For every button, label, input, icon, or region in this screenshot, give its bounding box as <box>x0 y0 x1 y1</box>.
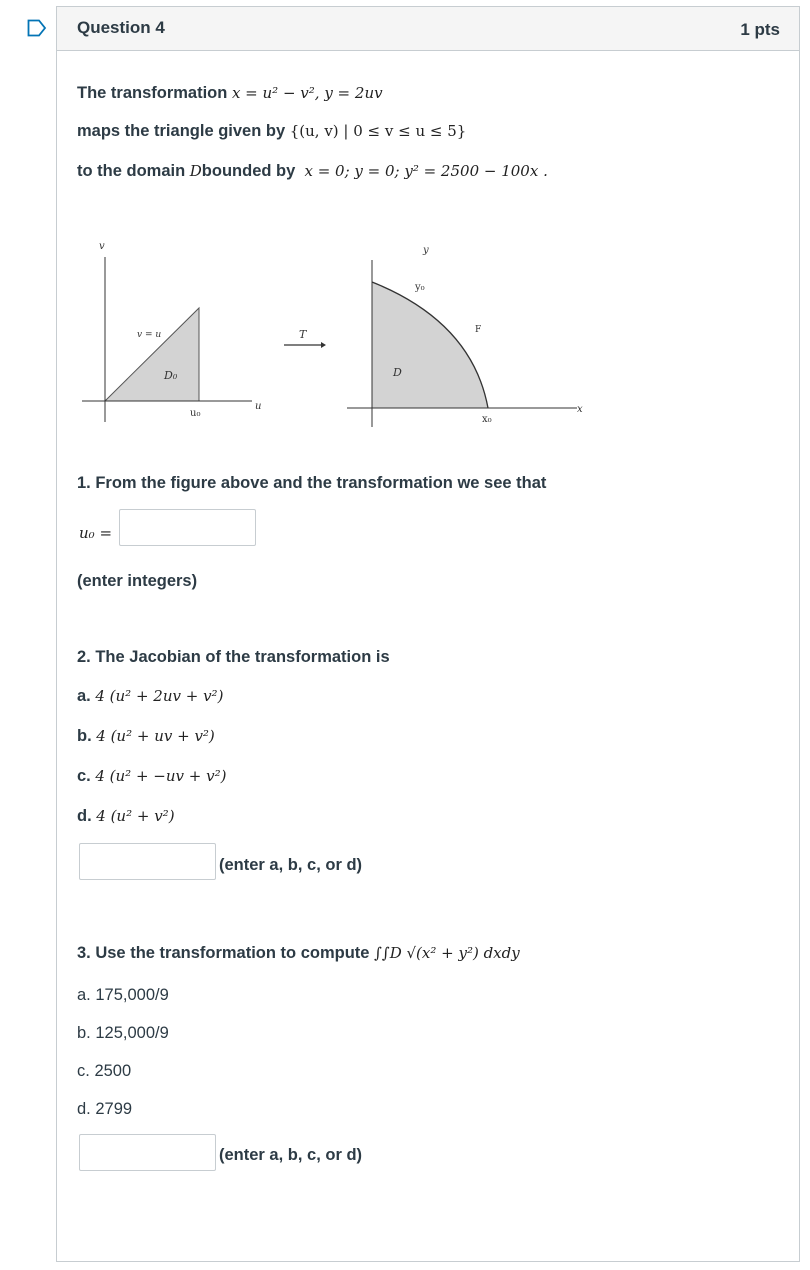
part3-integral: ∫∫D √(x² + y²) dxdy <box>374 944 520 962</box>
part2-hint: (enter a, b, c, or d) <box>219 856 363 874</box>
part3-prompt-line <box>77 944 520 963</box>
part3-prompt: 3. Use the transformation to compute <box>77 944 370 962</box>
intro-math-2: {(u, v) | 0 ≤ v ≤ u ≤ 5} <box>289 122 467 140</box>
transformation-figure <box>77 232 583 432</box>
option-math: 4 (u² + 2uv + v²) <box>95 687 224 705</box>
option-letter: c. <box>77 1062 90 1080</box>
transform-arrowhead <box>321 342 326 348</box>
intro-text-3b: bounded by <box>201 162 296 180</box>
region-D-label: D <box>393 366 402 379</box>
intro-domain-D: D <box>189 162 202 180</box>
option-letter: d. <box>77 807 92 825</box>
question-points: 1 pts <box>740 20 780 39</box>
jacobian-option-a <box>77 687 223 706</box>
intro-text-2: maps the triangle given by <box>77 122 286 140</box>
option-letter: b. <box>77 727 92 745</box>
right-y-axis-label: y <box>423 245 429 256</box>
option-letter: b. <box>77 1024 91 1042</box>
option-value: 2799 <box>95 1100 133 1118</box>
question-card <box>56 6 800 1262</box>
integral-answer-input[interactable] <box>79 1134 216 1171</box>
option-math: 4 (u² + uv + v²) <box>96 727 215 745</box>
integral-option-d <box>77 1100 132 1119</box>
x0-label: x₀ <box>482 414 492 425</box>
right-x-axis-label: x <box>577 404 583 415</box>
intro-text-3: to the domain <box>77 162 186 180</box>
option-letter: a. <box>77 986 91 1004</box>
part3-hint: (enter a, b, c, or d) <box>219 1146 363 1164</box>
part1-prompt: 1. From the figure above and the transformation we see that <box>77 474 547 492</box>
u0-answer-input[interactable] <box>119 509 256 546</box>
option-letter: c. <box>77 767 91 785</box>
triangle-region <box>105 308 199 401</box>
question-header <box>57 7 799 51</box>
line-v-equals-u-label: v = u <box>137 330 162 340</box>
question-title: Question 4 <box>77 18 165 37</box>
left-u-axis-label: u <box>255 401 262 412</box>
intro-math-1: x = u² − v², y = 2uv <box>231 84 383 102</box>
integral-option-b <box>77 1024 169 1043</box>
option-value: 175,000/9 <box>95 986 169 1004</box>
left-v-axis-label: v <box>99 241 105 252</box>
u0-label: u₀ <box>190 408 201 419</box>
option-value: 125,000/9 <box>95 1024 169 1042</box>
intro-line-2 <box>77 122 466 141</box>
region-D0-label: D₀ <box>164 369 178 382</box>
arrow-T-label: T <box>299 328 307 341</box>
domain-D-region <box>372 282 488 408</box>
option-letter: a. <box>77 687 91 705</box>
option-math: 4 (u² + −uv + v²) <box>95 767 227 785</box>
jacobian-answer-input[interactable] <box>79 843 216 880</box>
bookmark-flag-icon[interactable] <box>27 19 47 37</box>
intro-line-1 <box>77 84 383 103</box>
jacobian-option-b <box>77 727 215 746</box>
jacobian-option-d <box>77 807 175 826</box>
intro-math-3: x = 0; y = 0; y² = 2500 − 100x . <box>304 162 548 180</box>
intro-line-3 <box>77 162 548 181</box>
jacobian-option-c <box>77 767 226 786</box>
y0-label: y₀ <box>415 282 425 293</box>
curve-F-label: F <box>475 325 482 335</box>
intro-text-1: The transformation <box>77 84 228 102</box>
integral-option-c <box>77 1062 131 1081</box>
u0-input-label: u₀ = <box>79 524 113 542</box>
option-value: 2500 <box>94 1062 132 1080</box>
part2-prompt: 2. The Jacobian of the transformation is <box>77 648 390 666</box>
integral-option-a <box>77 986 169 1005</box>
part1-hint: (enter integers) <box>77 572 198 590</box>
option-math: 4 (u² + v²) <box>96 807 175 825</box>
option-letter: d. <box>77 1100 91 1118</box>
